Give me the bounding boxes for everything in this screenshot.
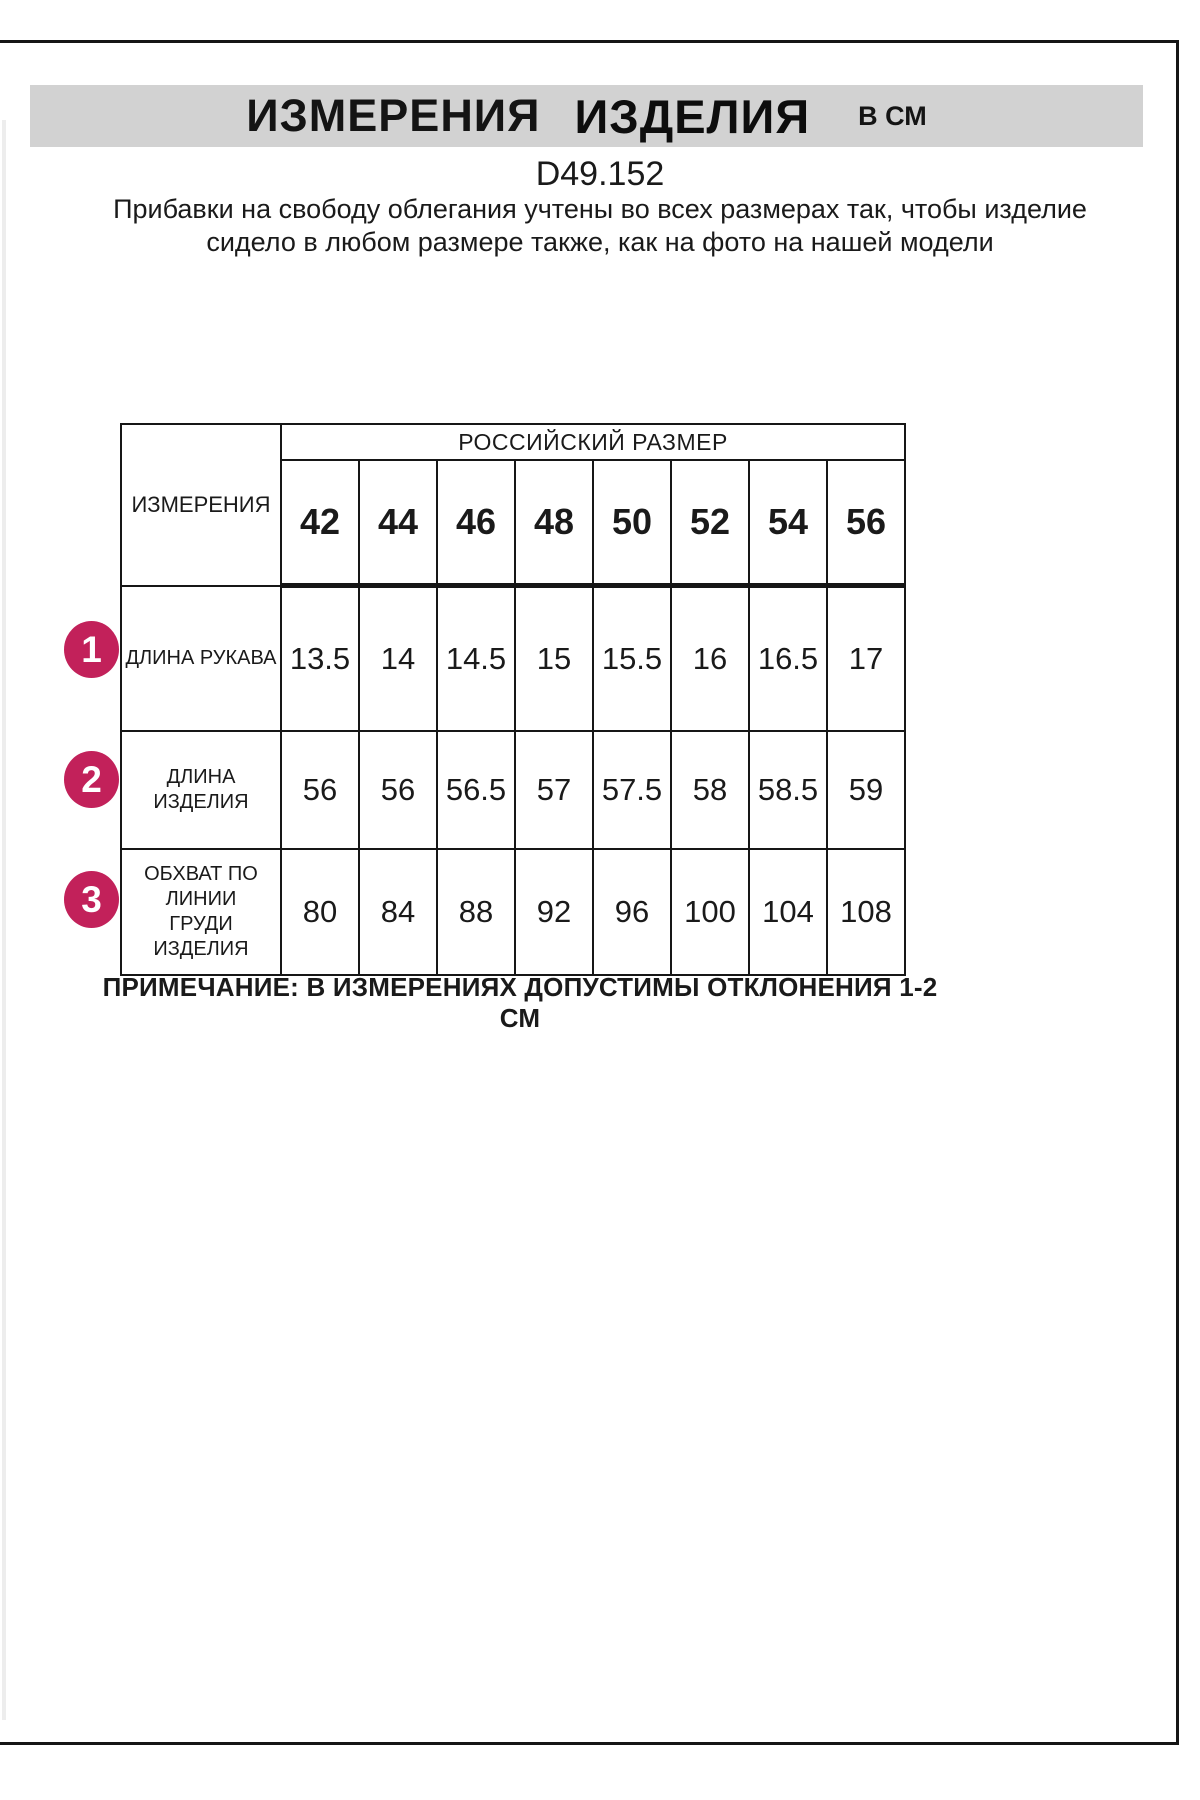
- table-row-garment-length: [121, 731, 905, 849]
- cell-value: 14: [359, 586, 437, 732]
- row-label-text: ДЛИНА РУКАВА: [125, 646, 277, 669]
- row-label-text: ОБХВАТ ПО ЛИНИИ ГРУДИ ИЗДЕЛИЯ: [144, 863, 258, 960]
- size-col-48: 48: [515, 460, 593, 586]
- size-col-56: 56: [827, 460, 905, 586]
- cell-value: 96: [593, 849, 671, 975]
- cell-value: 58.5: [749, 731, 827, 849]
- cell-value: 59: [827, 731, 905, 849]
- cell-value: 56: [359, 731, 437, 849]
- cell-value: 16.5: [749, 586, 827, 732]
- title-measurements: ИЗМЕРЕНИЯ: [246, 90, 541, 141]
- size-col-46: 46: [437, 460, 515, 586]
- cell-value: 15: [515, 586, 593, 732]
- table-row-sleeve-length: [121, 586, 905, 732]
- cell-value: 17: [827, 586, 905, 732]
- russian-size-group-header: РОССИЙСКИЙ РАЗМЕР: [281, 424, 905, 460]
- cell-value: 15.5: [593, 586, 671, 732]
- cell-value: 100: [671, 849, 749, 975]
- table-row-chest-girth: [121, 849, 905, 975]
- cell-value: 56.5: [437, 731, 515, 849]
- cell-value: 56: [281, 731, 359, 849]
- size-col-42: 42: [281, 460, 359, 586]
- size-col-50: 50: [593, 460, 671, 586]
- title-product: ИЗДЕЛИЯ: [574, 89, 811, 143]
- cell-value: 57.5: [593, 731, 671, 849]
- tolerance-note: ПРИМЕЧАНИЕ: В ИЗМЕРЕНИЯХ ДОПУСТИМЫ ОТКЛОНЕНИЯ 1-2 СМ: [102, 972, 938, 1033]
- title-banner: [30, 85, 1143, 147]
- cell-value: 108: [827, 849, 905, 975]
- row-label-garment-length: [121, 731, 281, 849]
- row-label-sleeve-length: [121, 586, 281, 732]
- cell-value: 88: [437, 849, 515, 975]
- row-number-badge-2: 2: [64, 751, 119, 808]
- cell-value: 14.5: [437, 586, 515, 732]
- title-units: В СМ: [858, 100, 927, 131]
- product-code: D49.152: [535, 155, 665, 193]
- row-label-chest-girth: [121, 849, 281, 975]
- size-table: [120, 423, 906, 976]
- cell-value: 92: [515, 849, 593, 975]
- cell-value: 80: [281, 849, 359, 975]
- cell-value: 16: [671, 586, 749, 732]
- cell-value: 104: [749, 849, 827, 975]
- size-col-54: 54: [749, 460, 827, 586]
- row-number-badge-1: 1: [64, 621, 119, 678]
- size-col-52: 52: [671, 460, 749, 586]
- cell-value: 13.5: [281, 586, 359, 732]
- cell-value: 58: [671, 731, 749, 849]
- size-col-44: 44: [359, 460, 437, 586]
- cell-value: 84: [359, 849, 437, 975]
- table-header-row: [121, 424, 905, 460]
- cell-value: 57: [515, 731, 593, 849]
- fit-description: Прибавки на свободу облегания учтены во всех размерах так, чтобы изделие сидело в любом размере также, как на фото на нашей модели: [113, 194, 1087, 257]
- measurements-column-header: ИЗМЕРЕНИЯ: [121, 424, 281, 586]
- row-number-badge-3: 3: [64, 871, 119, 928]
- left-edge-scan-artifact: [2, 120, 6, 1720]
- row-label-text: ДЛИНА ИЗДЕЛИЯ: [153, 766, 249, 813]
